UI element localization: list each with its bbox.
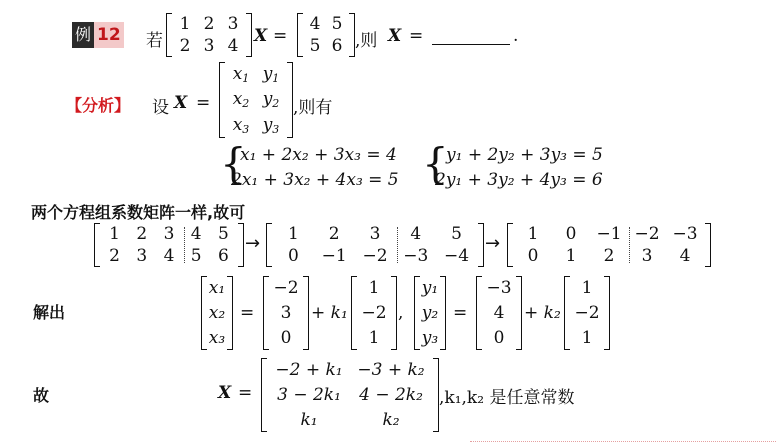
brace: {: [220, 139, 247, 188]
var-X: X: [218, 383, 232, 403]
then-have-text: ,则有: [293, 98, 333, 118]
answer-blank[interactable]: [432, 28, 510, 45]
cell: 6: [331, 36, 343, 56]
cell: 0: [527, 246, 539, 266]
cell: $y_3$: [262, 114, 280, 136]
cell: 0: [565, 224, 577, 244]
cell: 4: [190, 224, 202, 244]
matrix-A: [166, 13, 252, 57]
cell: −2 + k₁: [275, 360, 343, 381]
cell: 2: [203, 14, 215, 34]
matrix-X-solution: [261, 358, 439, 432]
cell: 1: [565, 246, 577, 266]
cell: 3 − 2k₁: [277, 384, 341, 405]
k1-term: + k₁: [311, 303, 348, 323]
cell: 1: [368, 327, 380, 348]
conclusion-label: 故: [33, 386, 50, 405]
footer-divider: [470, 441, 776, 442]
system1-eq1: x₁ + 2x₂ + 3x₃ = 4: [240, 145, 397, 165]
vector-x: [201, 276, 233, 350]
cell: 1: [527, 224, 539, 244]
cell: 1: [179, 14, 191, 34]
comma: ,: [398, 303, 404, 323]
equals-sign: =: [453, 303, 468, 323]
cell: −2: [362, 246, 388, 266]
cell: 5: [217, 224, 229, 244]
cell: 1: [287, 224, 299, 244]
cell: 3: [203, 36, 215, 56]
cell: 1: [368, 278, 380, 299]
augment-divider: [629, 227, 630, 263]
cell: 2: [136, 224, 148, 244]
k2-term: + k₂: [524, 303, 561, 323]
cell: $x_2$: [232, 89, 250, 111]
cell: $x_1$: [232, 64, 250, 86]
system1-eq2: 2x₁ + 3x₂ + 4x₃ = 5: [231, 170, 399, 190]
equals-sign: =: [409, 26, 424, 46]
cell: 5: [451, 224, 462, 244]
cell: 3: [136, 246, 148, 266]
arrow-right-icon: →: [245, 233, 261, 254]
cell: −3: [403, 246, 429, 266]
cell: −4: [444, 246, 470, 266]
cell: −2: [634, 224, 660, 244]
matrix-X-unknown: [219, 62, 293, 138]
var-X: X: [254, 26, 268, 46]
augmented-matrix-3: [507, 223, 711, 267]
equals-sign: =: [196, 93, 211, 113]
solve-label: 解出: [33, 303, 66, 322]
cell: 3: [641, 246, 653, 266]
cell: 4: [227, 36, 239, 56]
cell: −2: [574, 302, 600, 323]
augment-divider: [397, 227, 398, 263]
cell: −3 + k₂: [357, 360, 425, 381]
cell: 2: [603, 246, 615, 266]
cell: 4 − 2k₂: [359, 384, 423, 405]
augment-divider: [184, 227, 185, 263]
vector-c1: [263, 276, 309, 350]
cell: y₁: [421, 278, 439, 299]
cell: x₃: [208, 327, 226, 348]
cell: 4: [679, 246, 691, 266]
vector-c2: [476, 276, 522, 350]
cell: −2: [361, 302, 387, 323]
cell: −1: [596, 224, 622, 244]
system2-eq1: y₁ + 2y₂ + 3y₃ = 5: [446, 145, 603, 165]
period: .: [513, 26, 519, 46]
cell: −2: [273, 278, 299, 299]
cell: −3: [672, 224, 698, 244]
cell: 3: [227, 14, 239, 34]
brace: {: [422, 139, 449, 188]
vector-v2: [564, 276, 610, 350]
cell: 4: [410, 224, 422, 244]
cell: 4: [163, 246, 175, 266]
cell: 4: [309, 14, 321, 34]
example-badge: [72, 22, 124, 48]
cell: 2: [109, 246, 120, 266]
badge-number: 12: [94, 22, 124, 48]
equals-sign: =: [240, 303, 255, 323]
vector-y: [414, 276, 446, 350]
let-text: 设: [152, 98, 169, 118]
cell: 1: [581, 278, 593, 299]
augmented-matrix-1: [94, 223, 244, 267]
var-X: X: [174, 93, 188, 113]
cell: 1: [581, 327, 593, 348]
cell: k₁: [300, 409, 318, 430]
cell: 5: [309, 36, 321, 56]
cell: 5: [331, 14, 343, 34]
cell: 3: [369, 224, 381, 244]
cell: 0: [280, 327, 292, 348]
equals-sign: =: [238, 383, 253, 403]
cell: 6: [217, 246, 229, 266]
cell: 3: [163, 224, 175, 244]
conclusion-tail: ,k₁,k₂ 是任意常数: [439, 388, 575, 408]
cell: $y_2$: [262, 89, 280, 111]
cell: x₁: [208, 278, 226, 299]
arrow-right-icon: →: [485, 233, 501, 254]
note-text: 两个方程组系数矩阵一样,故可: [31, 203, 246, 222]
cell: x₂: [208, 302, 226, 323]
augmented-matrix-2: [266, 223, 484, 267]
cell: 2: [328, 224, 340, 244]
cell: y₂: [421, 302, 439, 323]
cell: 2: [179, 36, 191, 56]
problem-lead: 若: [146, 31, 163, 51]
cell: 5: [190, 246, 202, 266]
var-X: X: [388, 26, 402, 46]
cell: 4: [493, 302, 505, 323]
cell: $x_3$: [232, 114, 250, 136]
equals-sign: =: [273, 26, 288, 46]
then-text: ,则: [355, 31, 378, 51]
system2-eq2: 2y₁ + 3y₂ + 4y₃ = 6: [435, 170, 603, 190]
cell: 0: [287, 246, 299, 266]
cell: 0: [493, 327, 505, 348]
matrix-B: [297, 13, 355, 57]
vector-v1: [351, 276, 397, 350]
cell: k₂: [382, 409, 400, 430]
cell: −1: [321, 246, 347, 266]
cell: −3: [486, 278, 512, 299]
cell: 1: [109, 224, 120, 244]
cell: 3: [280, 302, 292, 323]
cell: $y_1$: [262, 64, 280, 86]
cell: y₃: [421, 327, 439, 348]
badge-label: 例: [72, 22, 94, 48]
analysis-tag: 【分析】: [66, 96, 131, 115]
